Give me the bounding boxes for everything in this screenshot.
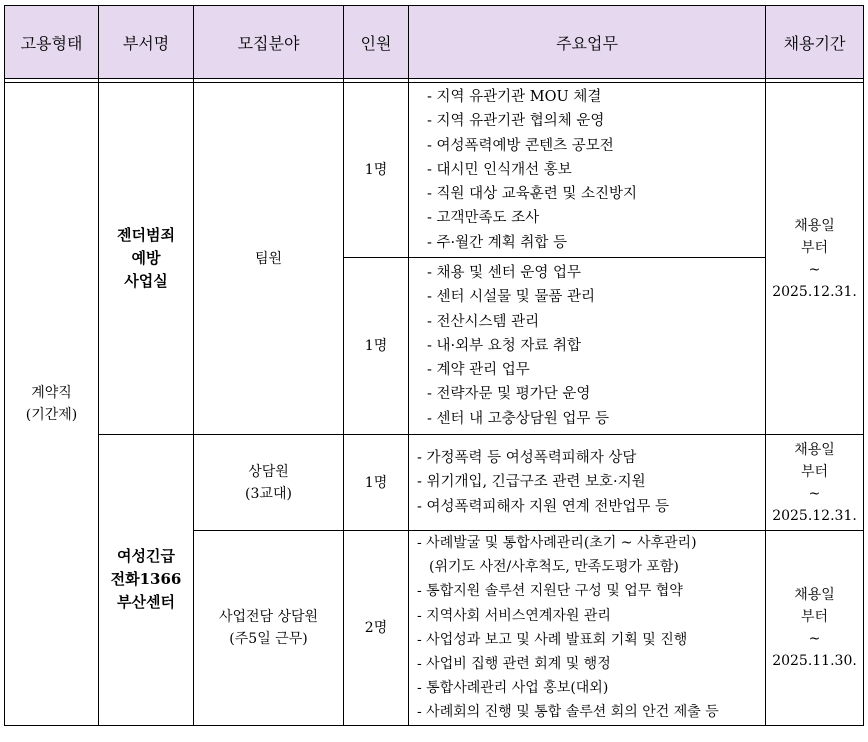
duty-item: - 통합사례관리 사업 홍보(대외) (417, 680, 609, 697)
duty-item: - 채용 및 센터 운영 업무 (427, 265, 582, 282)
duty-item: - 가정폭력 등 여성폭력피해자 상담 (417, 450, 637, 467)
duty-item: - 고객만족도 조사 (427, 210, 540, 227)
duties-cell (409, 531, 766, 726)
duty-item: - 대시민 인식개선 홍보 (427, 161, 572, 178)
duty-item: - 지역 유관기관 MOU 체결 (427, 89, 602, 106)
duties-list (409, 531, 765, 725)
duties-cell (409, 258, 766, 435)
headcount-cell: 2명 (344, 531, 409, 726)
period-cell: 채용일 부터 ~ 2025.11.30. (766, 531, 864, 726)
header-field: 모집분야 (194, 6, 344, 79)
duty-item: - 전산시스템 관리 (427, 313, 540, 330)
table-row (5, 435, 864, 531)
duty-item: - 통합지원 솔루션 지원단 구성 및 업무 협약 (417, 583, 683, 600)
duties-cell (409, 83, 766, 258)
duty-item: - 위기개입, 긴급구조 관련 보호·지원 (417, 474, 646, 491)
period-cell: 채용일 부터 ~ 2025.12.31. (766, 435, 864, 531)
field-team-member: 팀원 (194, 83, 344, 435)
duty-item: - 센터 내 고충상담원 업무 등 (427, 410, 610, 427)
duty-item: - 전략자문 및 평가단 운영 (427, 386, 591, 403)
header-period: 채용기간 (766, 6, 864, 79)
headcount-cell: 1명 (344, 83, 409, 258)
header-department: 부서명 (99, 6, 194, 79)
field-counselor: 상담원 (3교대) (194, 435, 344, 531)
duty-item: - 여성폭력피해자 지원 연계 전반업무 등 (417, 498, 670, 515)
duties-list (409, 261, 765, 430)
duty-item: - 지역사회 서비스연계자원 관리 (417, 607, 611, 624)
header-employment-type: 고용형태 (5, 6, 99, 79)
duty-item: - 내·외부 요청 자료 취합 (427, 337, 582, 354)
duty-item: (위기도 사전/사후척도, 만족도평가 포함) (429, 559, 679, 576)
header-row (5, 6, 864, 79)
recruitment-table (4, 5, 864, 726)
duty-item: - 주·월간 계획 취합 등 (427, 234, 568, 251)
duty-item: - 사업비 집행 관련 회계 및 행정 (417, 656, 611, 673)
header-duties: 주요업무 (409, 6, 766, 79)
employment-type-cell: 계약직 (기간제) (5, 83, 99, 726)
duties-list (409, 446, 765, 519)
duty-item: - 사례회의 진행 및 통합 솔루션 회의 안건 제출 등 (417, 704, 719, 721)
recruitment-table-wrapper (4, 5, 864, 726)
duty-item: - 계약 관리 업무 (427, 362, 530, 379)
duties-list (409, 85, 765, 254)
duty-item: - 사례발굴 및 통합사례관리(초기 ~ 사후관리) (417, 535, 697, 551)
department-gender-crime: 젠더범죄 예방 사업실 (99, 83, 194, 435)
duty-item: - 여성폭력예방 콘텐츠 공모전 (427, 137, 614, 154)
duty-item: - 사업성과 보고 및 사례 발표회 기획 및 진행 (417, 631, 688, 648)
duty-item: - 지역 유관기관 협의체 운영 (427, 113, 605, 130)
header-headcount: 인원 (344, 6, 409, 79)
duty-item: - 직원 대상 교육훈련 및 소진방지 (427, 186, 638, 203)
period-cell: 채용일 부터 ~ 2025.12.31. (766, 83, 864, 435)
department-hotline: 여성긴급 전화1366 부산센터 (99, 435, 194, 726)
headcount-cell: 1명 (344, 435, 409, 531)
headcount-cell: 1명 (344, 258, 409, 435)
table-row (5, 83, 864, 258)
duty-item: - 센터 시설물 및 물품 관리 (427, 289, 596, 306)
field-project-counselor: 사업전담 상담원 (주5일 근무) (194, 531, 344, 726)
duties-cell (409, 435, 766, 531)
